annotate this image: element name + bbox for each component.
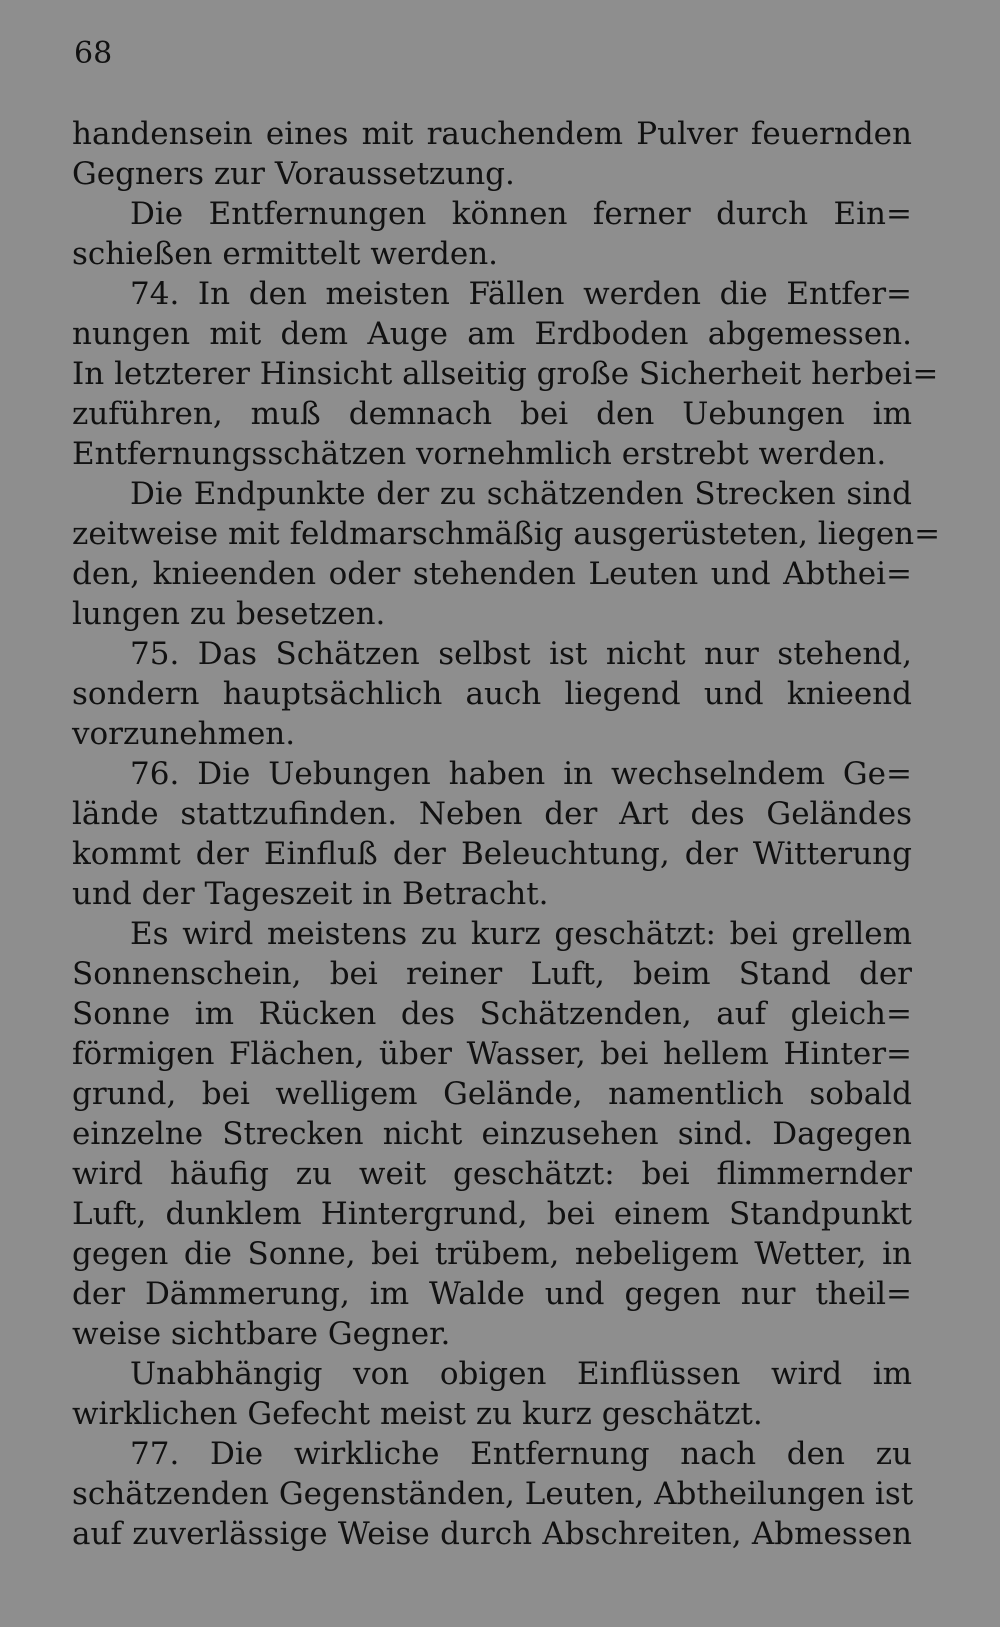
text-line: Luft, dunklem Hintergrund, bei einem Standpunkt xyxy=(72,1196,912,1232)
text-line: 75. Das Schätzen selbst ist nicht nur stehend, xyxy=(130,636,912,672)
text-line: 76. Die Uebungen haben in wechselndem Ge= xyxy=(130,756,912,792)
page-number: 68 xyxy=(74,36,113,71)
paragraph-74 xyxy=(72,274,939,474)
text-line: kommt der Einfluß der Beleuchtung, der Witterung xyxy=(72,836,912,872)
paragraph-1 xyxy=(72,114,912,194)
text-line: Unabhängig von obigen Einflüssen wird im xyxy=(130,1356,912,1392)
text-line: Entfernungsschätzen vornehmlich erstrebt werden. xyxy=(72,436,887,472)
text-line: grund, bei welligem Gelände, namentlich sobald xyxy=(72,1076,912,1112)
paragraph-independent xyxy=(72,1354,912,1434)
text-line: 77. Die wirkliche Entfernung nach den zu xyxy=(130,1436,912,1472)
text-line: nungen mit dem Auge am Erdboden abgemessen. xyxy=(72,316,912,352)
text-line: Die Endpunkte der zu schätzenden Strecken sind xyxy=(130,476,912,512)
text-line: Sonne im Rücken des Schätzenden, auf gleich= xyxy=(72,996,912,1032)
text-line: In letzterer Hinsicht allseitig große Sicherheit herbei= xyxy=(72,356,939,392)
text-line: weise sichtbare Gegner. xyxy=(72,1316,451,1352)
text-line: lungen zu besetzen. xyxy=(72,596,386,632)
paragraph-2 xyxy=(72,194,912,274)
text-line: schießen ermittelt werden. xyxy=(72,236,499,272)
text-line: wird häufig zu weit geschätzt: bei flimmernder xyxy=(72,1156,912,1192)
body-text xyxy=(72,114,941,1554)
text-line: Die Entfernungen können ferner durch Ein= xyxy=(130,196,912,232)
text-line: Es wird meistens zu kurz geschätzt: bei grellem xyxy=(130,916,912,952)
text-line: Gegners zur Voraussetzung. xyxy=(72,156,515,192)
text-line: förmigen Flächen, über Wasser, bei hellem Hinter= xyxy=(72,1036,912,1072)
text-line: lände stattzufinden. Neben der Art des Geländes xyxy=(72,796,912,832)
text-line: den, knieenden oder stehenden Leuten und Abthei= xyxy=(72,556,912,592)
text-line: gegen die Sonne, bei trübem, nebeligem Wetter, in xyxy=(72,1236,912,1272)
text-line: schätzenden Gegenständen, Leuten, Abtheilungen ist xyxy=(72,1476,914,1512)
paragraph-estimation xyxy=(72,914,912,1354)
paragraph-endpoints xyxy=(72,474,941,634)
text-line: der Dämmerung, im Walde und gegen nur theil= xyxy=(72,1276,912,1312)
text-line: und der Tageszeit in Betracht. xyxy=(72,876,549,912)
text-line: zeitweise mit feldmarschmäßig ausgerüsteten, liegen= xyxy=(72,516,941,552)
text-line: handensein eines mit rauchendem Pulver feuernden xyxy=(72,116,912,152)
text-line: zuführen, muß demnach bei den Uebungen im xyxy=(72,396,912,432)
paragraph-77 xyxy=(72,1434,912,1554)
text-line: wirklichen Gefecht meist zu kurz geschätzt. xyxy=(72,1396,763,1432)
text-line: einzelne Strecken nicht einzusehen sind. Dagegen xyxy=(72,1116,912,1152)
text-line: vorzunehmen. xyxy=(72,716,296,752)
paragraph-75 xyxy=(72,634,912,754)
paragraph-76 xyxy=(72,754,912,914)
text-line: sondern hauptsächlich auch liegend und knieend xyxy=(72,676,912,712)
text-line: 74. In den meisten Fällen werden die Entfer= xyxy=(130,276,912,312)
text-line: auf zuverlässige Weise durch Abschreiten, Abmessen xyxy=(72,1516,912,1552)
text-line: Sonnenschein, bei reiner Luft, beim Stand der xyxy=(72,956,912,992)
